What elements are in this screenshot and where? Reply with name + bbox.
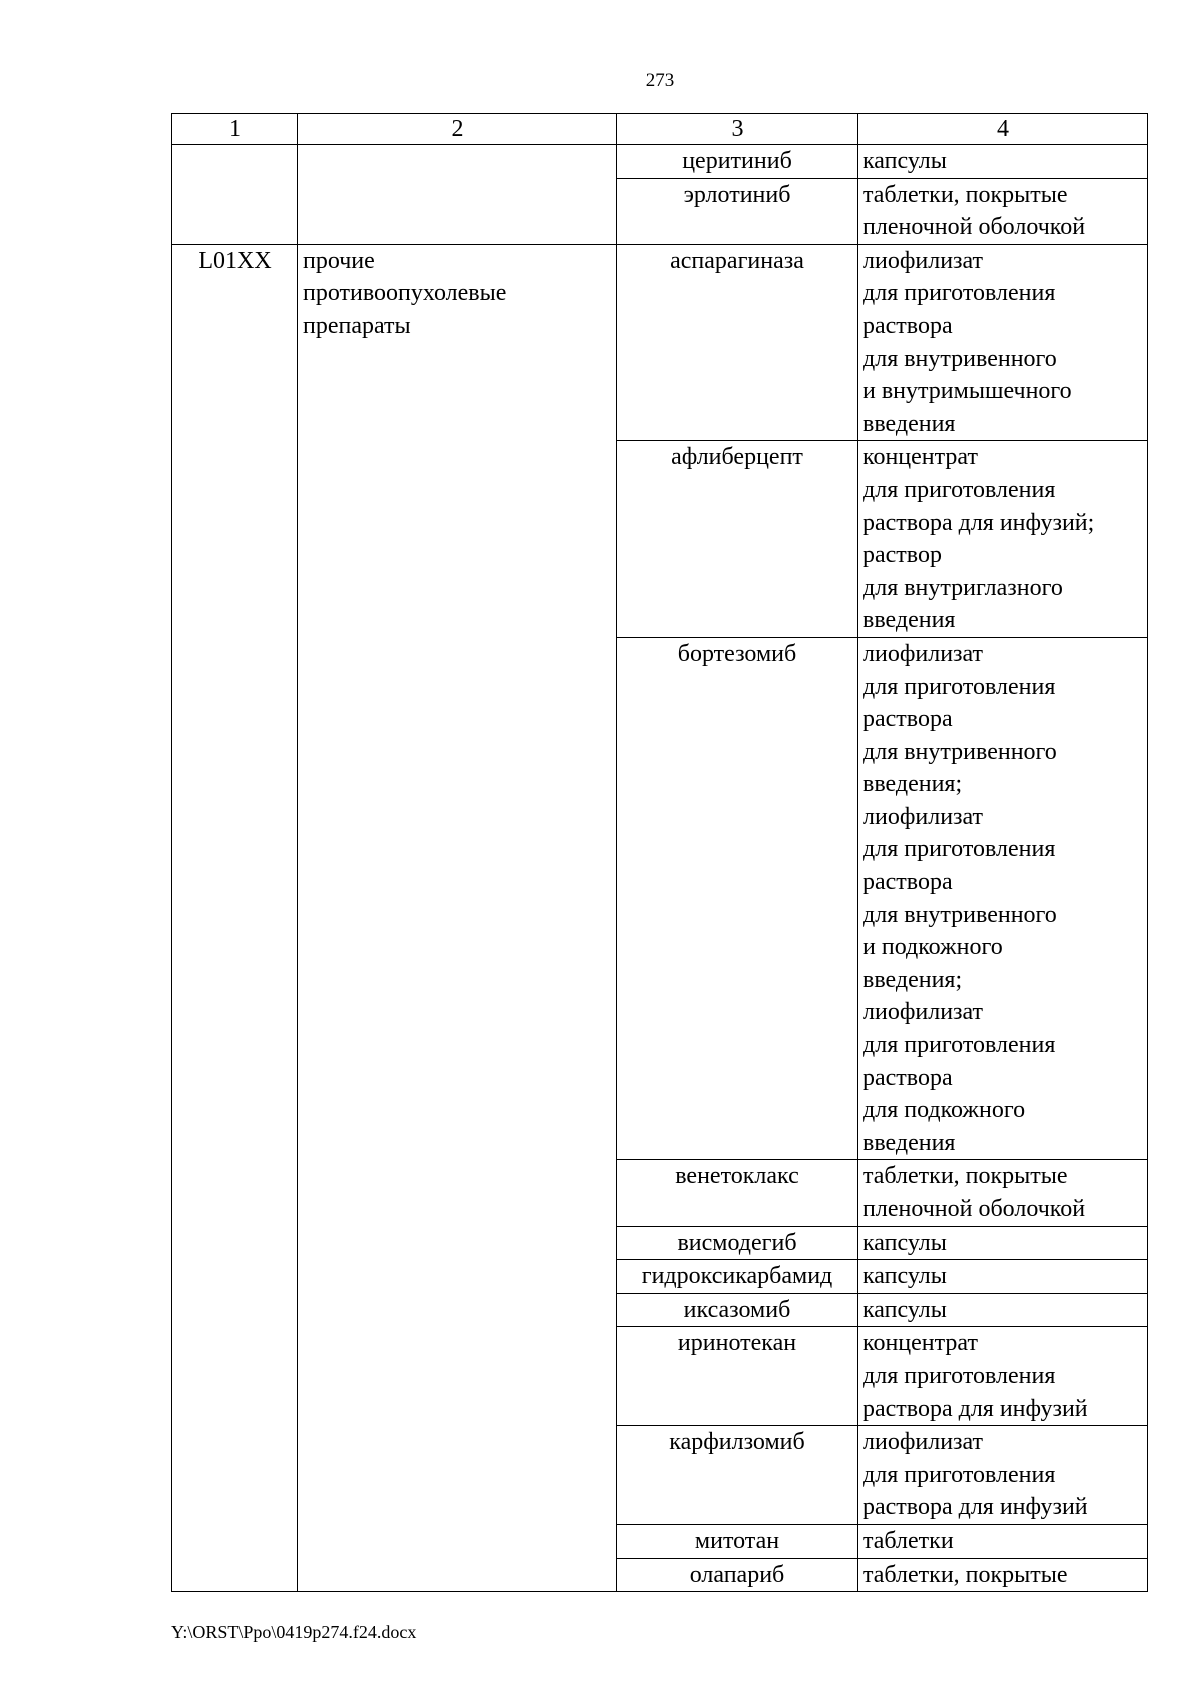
drug-name-cell: церитиниб bbox=[617, 145, 858, 179]
dosage-form-cell bbox=[858, 244, 1148, 441]
footer-file-path: Y:\ORST\Ppo\0419p274.f24.docx bbox=[171, 1622, 417, 1642]
dosage-form-line: для приготовления bbox=[863, 836, 1056, 863]
drug-name-cell: венетоклакс bbox=[617, 1160, 858, 1226]
dosage-form-line: концентрат bbox=[863, 444, 978, 471]
dosage-form-cell bbox=[858, 178, 1148, 244]
drug-name-cell: эрлотиниб bbox=[617, 178, 858, 244]
dosage-form-cell bbox=[858, 1327, 1148, 1426]
dosage-form-line: капсулы bbox=[863, 148, 947, 174]
dosage-form-cell bbox=[858, 1293, 1148, 1327]
dosage-form-line: капсулы bbox=[863, 1296, 947, 1323]
dosage-form-line: введения bbox=[863, 410, 956, 437]
dosage-form-line: раствора для инфузий bbox=[863, 1494, 1088, 1521]
dosage-form-line: и подкожного bbox=[863, 934, 1003, 961]
table-body bbox=[172, 145, 1148, 1592]
dosage-form-line: для приготовления bbox=[863, 1461, 1056, 1488]
dosage-form-cell bbox=[858, 1558, 1148, 1592]
column-header-1: 1 bbox=[172, 114, 298, 145]
dosage-form-line: таблетки, покрытые bbox=[863, 1561, 1068, 1588]
dosage-form-cell bbox=[858, 1426, 1148, 1525]
dosage-form-line: лиофилизат bbox=[863, 640, 984, 667]
dosage-form-line: раствор bbox=[863, 542, 942, 569]
table-row bbox=[172, 244, 1148, 441]
dosage-form-line: и внутримышечного bbox=[863, 378, 1072, 405]
dosage-form-line: для приготовления bbox=[863, 280, 1056, 307]
dosage-form-line: для приготовления bbox=[863, 1362, 1056, 1389]
column-header-2: 2 bbox=[298, 114, 617, 145]
dosage-form-line: капсулы bbox=[863, 1263, 947, 1290]
dosage-form-line: таблетки, покрытые bbox=[863, 1163, 1068, 1190]
dosage-form-cell bbox=[858, 441, 1148, 638]
table-row bbox=[172, 145, 1148, 179]
dosage-form-line: для внутриглазного bbox=[863, 574, 1063, 601]
dosage-form-line: введения; bbox=[863, 966, 963, 993]
dosage-form-cell bbox=[858, 1260, 1148, 1294]
dosage-form-line: для внутривенного bbox=[863, 901, 1057, 928]
group-name-line: препараты bbox=[303, 312, 411, 339]
dosage-form-line: введения; bbox=[863, 771, 963, 798]
dosage-form-line: для приготовления bbox=[863, 476, 1056, 503]
drug-name-cell: аспарагиназа bbox=[617, 244, 858, 441]
dosage-form-line: лиофилизат bbox=[863, 999, 984, 1026]
drug-name-cell: гидроксикарбамид bbox=[617, 1260, 858, 1294]
dosage-form-line: таблетки, покрытые bbox=[863, 181, 1068, 208]
dosage-form-line: раствора для инфузий; bbox=[863, 509, 1095, 536]
dosage-form-line: для внутривенного bbox=[863, 738, 1057, 765]
drug-name-cell: бортезомиб bbox=[617, 637, 858, 1160]
dosage-form-line: для приготовления bbox=[863, 1032, 1056, 1059]
drug-table bbox=[171, 113, 1148, 1592]
dosage-form-line: таблетки bbox=[863, 1527, 954, 1554]
dosage-form-cell bbox=[858, 1160, 1148, 1226]
dosage-form-cell bbox=[858, 637, 1148, 1160]
page-number: 273 bbox=[645, 70, 675, 91]
drug-name-cell: карфилзомиб bbox=[617, 1426, 858, 1525]
dosage-form-line: раствора для инфузий bbox=[863, 1395, 1088, 1422]
dosage-form-line: пленочной оболочкой bbox=[863, 214, 1086, 241]
dosage-form-cell bbox=[858, 1226, 1148, 1260]
dosage-form-line: лиофилизат bbox=[863, 803, 984, 830]
dosage-form-line: для подкожного bbox=[863, 1097, 1026, 1124]
dosage-form-line: введения bbox=[863, 607, 956, 634]
atc-code-cell: L01XX bbox=[172, 244, 298, 1591]
dosage-form-line: раствора bbox=[863, 1064, 953, 1091]
dosage-form-line: лиофилизат bbox=[863, 1429, 984, 1456]
column-header-4: 4 bbox=[858, 114, 1148, 145]
drug-name-cell: иринотекан bbox=[617, 1327, 858, 1426]
drug-name-cell: афлиберцепт bbox=[617, 441, 858, 638]
dosage-form-line: введения bbox=[863, 1129, 956, 1156]
dosage-form-cell bbox=[858, 1524, 1148, 1558]
dosage-form-line: раствора bbox=[863, 312, 953, 339]
dosage-form-line: для внутривенного bbox=[863, 345, 1057, 372]
empty-code-cell bbox=[172, 145, 298, 245]
dosage-form-line: концентрат bbox=[863, 1330, 978, 1357]
drug-name-cell: митотан bbox=[617, 1524, 858, 1558]
group-name-cell bbox=[298, 244, 617, 1591]
dosage-form-line: раствора bbox=[863, 869, 953, 896]
group-name-line: прочие bbox=[303, 247, 375, 274]
dosage-form-line: лиофилизат bbox=[863, 247, 984, 274]
dosage-form-line: раствора bbox=[863, 706, 953, 733]
table-header-row bbox=[172, 114, 1148, 145]
drug-name-cell: висмодегиб bbox=[617, 1226, 858, 1260]
dosage-form-line: для приготовления bbox=[863, 673, 1056, 700]
dosage-form-line: пленочной оболочкой bbox=[863, 1196, 1086, 1222]
drug-name-cell: иксазомиб bbox=[617, 1293, 858, 1327]
dosage-form-line: капсулы bbox=[863, 1229, 947, 1256]
drug-name-cell: олапариб bbox=[617, 1558, 858, 1592]
empty-group-cell bbox=[298, 145, 617, 245]
group-name-line: противоопухолевые bbox=[303, 280, 507, 307]
column-header-3: 3 bbox=[617, 114, 858, 145]
dosage-form-cell bbox=[858, 145, 1148, 179]
